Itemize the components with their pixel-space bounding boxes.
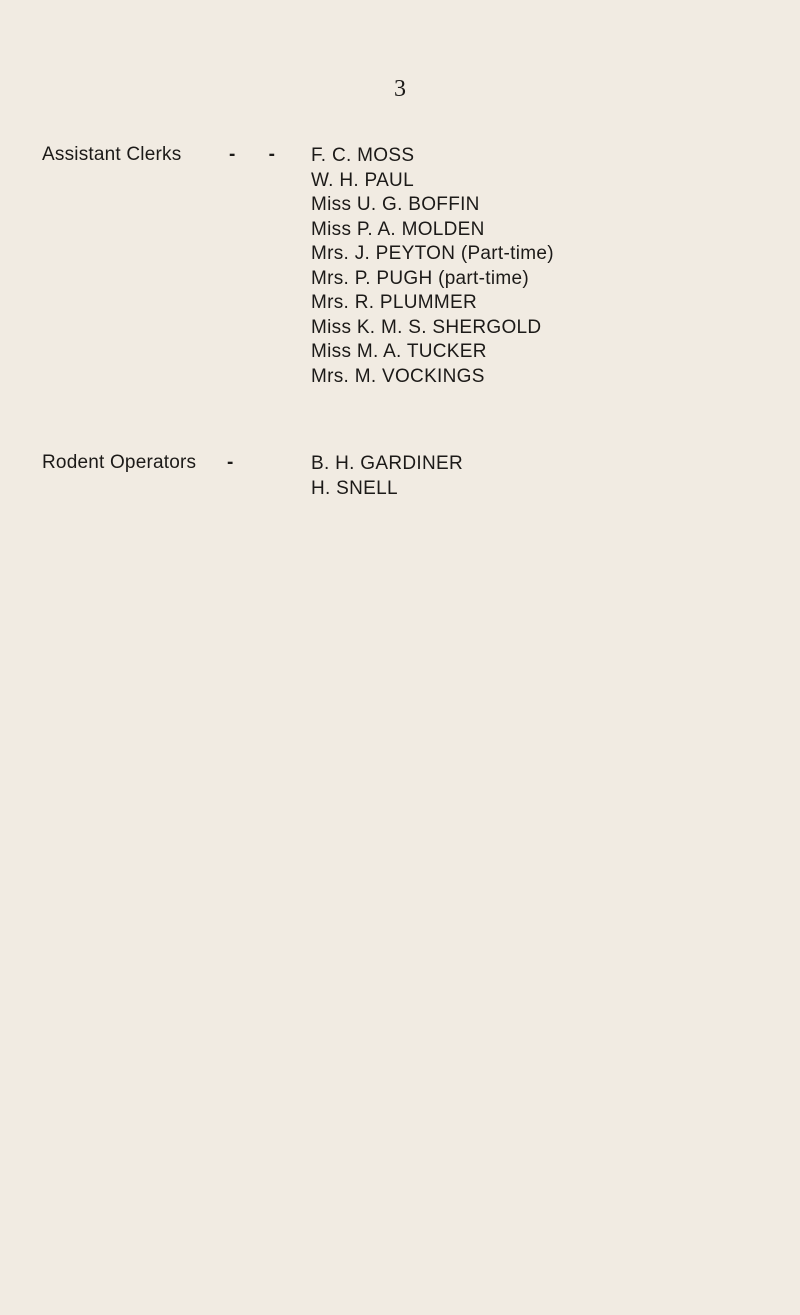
staff-name: H. SNELL bbox=[311, 477, 398, 499]
staff-name: W. H. PAUL bbox=[311, 169, 414, 191]
staff-name: Mrs. J. PEYTON (Part-time) bbox=[311, 243, 554, 264]
staff-name: Miss P. A. MOLDEN bbox=[311, 218, 485, 240]
staff-name: Miss U. G. BOFFIN bbox=[311, 194, 480, 215]
leader-dashes: - - bbox=[229, 144, 275, 165]
staff-name: Miss M. A. TUCKER bbox=[311, 341, 487, 362]
staff-name: B. H. GARDINER bbox=[311, 453, 463, 474]
staff-name: Mrs. M. VOCKINGS bbox=[311, 365, 485, 387]
name-list bbox=[311, 452, 463, 501]
leader-dashes: - bbox=[227, 452, 234, 473]
name-list bbox=[311, 144, 554, 389]
staff-name: F. C. MOSS bbox=[311, 145, 415, 166]
page-number: 3 bbox=[394, 76, 406, 102]
staff-name: Mrs. R. PLUMMER bbox=[311, 292, 477, 313]
staff-name: Miss K. M. S. SHERGOLD bbox=[311, 316, 542, 338]
staff-name: Mrs. P. PUGH (part-time) bbox=[311, 267, 529, 289]
section-label: Rodent Operators bbox=[42, 452, 197, 473]
section-label: Assistant Clerks bbox=[42, 144, 182, 165]
